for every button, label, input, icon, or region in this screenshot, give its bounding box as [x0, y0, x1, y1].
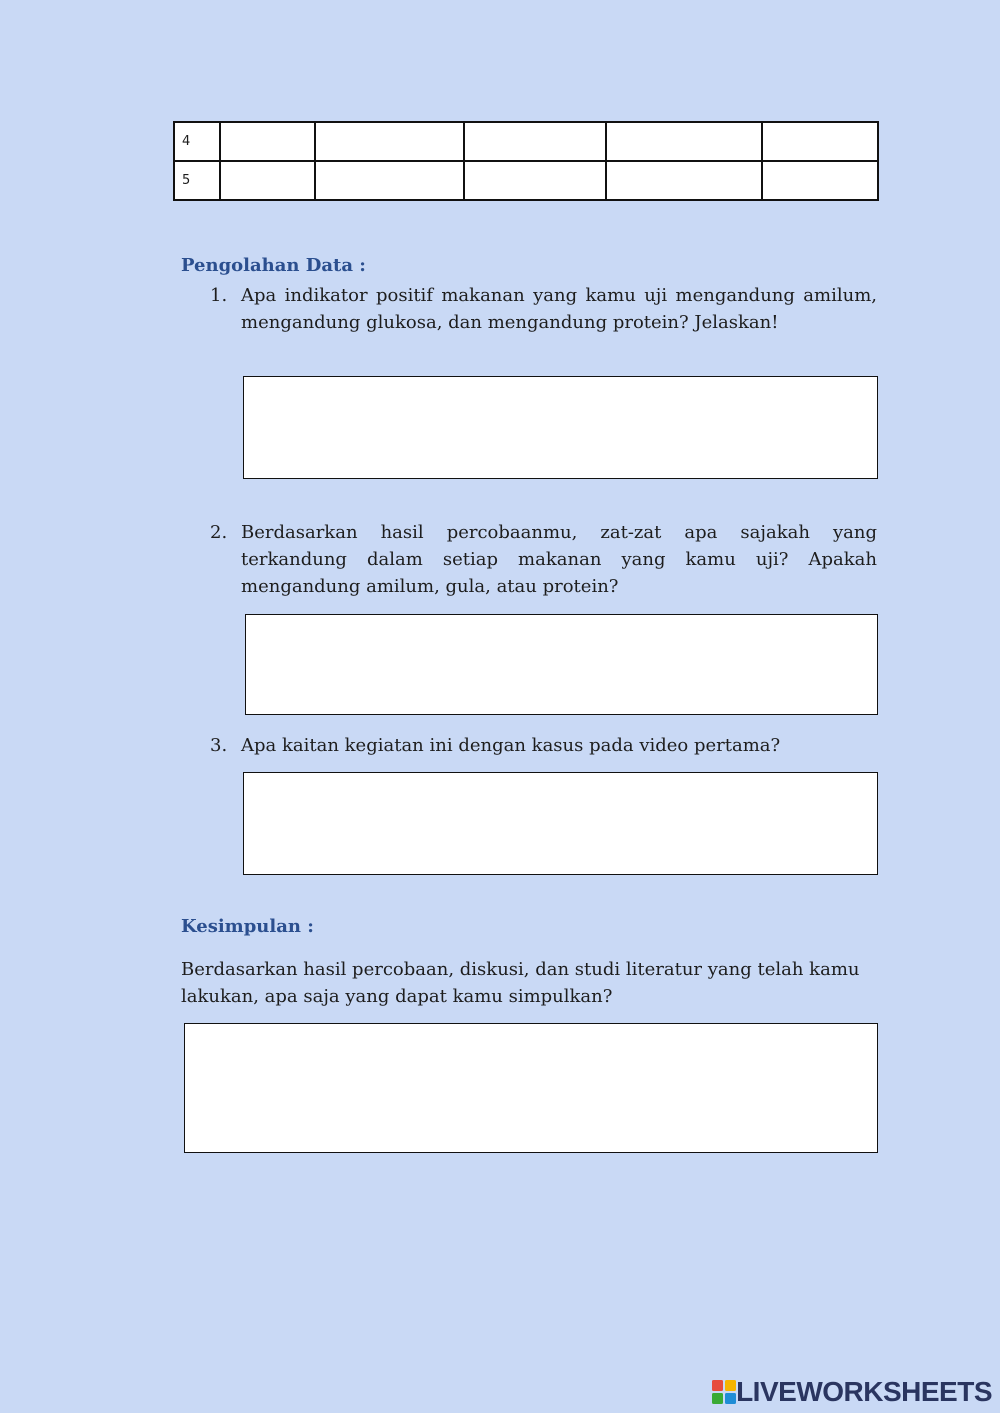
- question-1-number: 1.: [210, 285, 228, 306]
- conclusion-answer-box[interactable]: [184, 1023, 878, 1153]
- table-cell[interactable]: [220, 161, 315, 200]
- question-1-text: Apa indikator positif makanan yang kamu uji mengandung amilum, mengandung glukosa, dan mengandung protein? Jelaskan!: [241, 285, 877, 333]
- table-cell[interactable]: [606, 161, 762, 200]
- table-cell[interactable]: [464, 122, 606, 161]
- row-number: 4: [174, 122, 220, 161]
- table-cell[interactable]: [315, 161, 464, 200]
- observation-table: [173, 121, 879, 201]
- processing-heading: Pengolahan Data :: [181, 255, 366, 276]
- conclusion-prompt: Berdasarkan hasil percobaan, diskusi, dan studi literatur yang telah kamu lakukan, apa saja yang dapat kamu simpulkan?: [181, 959, 860, 1007]
- question-3-text: Apa kaitan kegiatan ini dengan kasus pada video pertama?: [241, 735, 781, 756]
- table-cell[interactable]: [464, 161, 606, 200]
- table-cell[interactable]: [220, 122, 315, 161]
- row-number: 5: [174, 161, 220, 200]
- table-row: [174, 161, 878, 200]
- question-3-number: 3.: [210, 735, 228, 756]
- answer-box-1[interactable]: [243, 376, 878, 479]
- table-cell[interactable]: [762, 122, 878, 161]
- answer-box-3[interactable]: [243, 772, 878, 875]
- question-2-text: Berdasarkan hasil percobaanmu, zat-zat apa sajakah yang terkandung dalam setiap makanan yang kamu uji? Apakah mengandung amilum, gula, atau protein?: [241, 522, 877, 597]
- brand-name: LIVEWORKSHEETS: [736, 1376, 992, 1407]
- table-cell[interactable]: [315, 122, 464, 161]
- question-2-number: 2.: [210, 522, 228, 543]
- liveworksheets-icon: [712, 1380, 736, 1404]
- liveworksheets-logo: [712, 1377, 992, 1407]
- conclusion-heading: Kesimpulan :: [181, 916, 314, 937]
- table-cell[interactable]: [762, 161, 878, 200]
- table-row: [174, 122, 878, 161]
- answer-box-2[interactable]: [245, 614, 878, 715]
- table-cell[interactable]: [606, 122, 762, 161]
